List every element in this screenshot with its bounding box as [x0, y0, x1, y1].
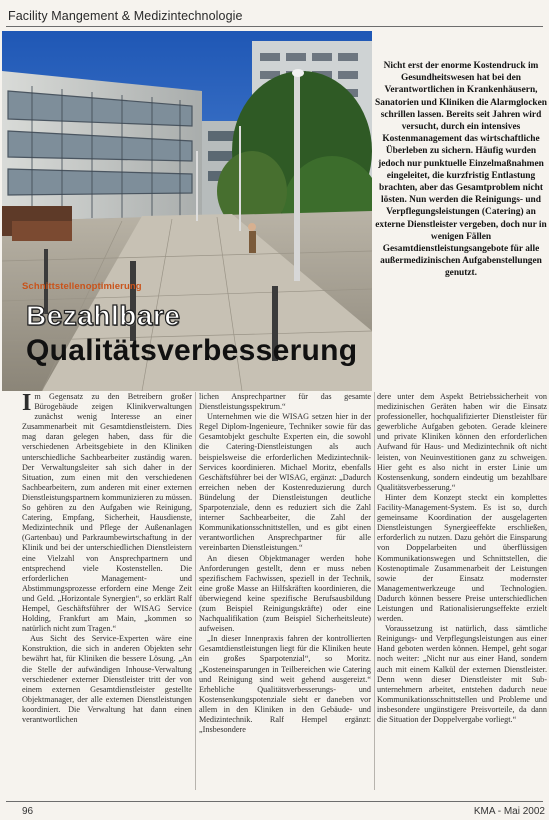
column-1-paragraph-2: Aus Sicht des Service-Experten wäre eine Konstruktion, die sich in anderen Objekten sehr bewährt hat, für Kliniken die bessere Lösung. „An die Stelle der aufwändigen Inhouse-Verwaltung verschiedener externer Dienstleister tritt der von einem externen Gesamtdienstleister gestellte Objektmanager, der alle externen Dienstleistungen koordiniert. Die Verwaltung hat dann einen verantwortlichen	[22, 634, 192, 724]
column-3-paragraph-3: Voraussetzung ist natürlich, dass sämtliche Reinigungs- und Verpflegungsleistungen aus einer Hand geboten werden können. Hempel, geht sogar noch weiter: „Nicht nur aus einer Hand, sondern auch mit einem Kalkül der externen Dienstleister. Denn wenn dieser Dienstleister mit Sub-unternehmern arbeitet, entstehen dadurch neue Kommunikationsschnittstellen und Probleme und insbesondere ungünstigere Preisvorteile, da dann die Situation der Doppelvergabe vorliegt.“	[377, 624, 547, 724]
column-rule	[374, 392, 375, 790]
column-2-paragraph-3: An diesen Objektmanager werden hohe Anforderungen gestellt, denn er muss neben spezifischem Fachwissen, speziell in der Technik, eine große Masse an Hilfskräften koordinieren, die überwiegend keine spezifische Berufsausbildung (zum Beispiel Reinigungskräfte) oder eine Nachqualifikation (zum Beispiel Sicherheitsleute) aufweisen.	[199, 553, 371, 634]
column-2-paragraph-4: „In dieser Innenpraxis fahren der kontrollierten Gesamtdienstleistungen liegt für die Kliniken heute ein großes Sparpotenzial“, so Moritz. „Kosteneinsparungen in Teilbereichen wie Catering und Reinigung sind weit gehend ausgereizt.“ Erhebliche Qualitätsverbesserungs- und Kostensenkungspotenziale sieht er daneben vor allem in den Kliniken in den Gebäude- und Medizintechnik. Ralf Hempel ergänzt: „Insbesondere	[199, 634, 371, 735]
issue-label: KMA - Mai 2002	[473, 806, 545, 817]
intro-teaser-text: Nicht erst der enorme Kostendruck im Gesundheitswesen hat bei den Verantwortlichen in Krankenhäusern, Sanatorien und Kliniken die Alarmglocken schrillen lassen. Bereits seit Jahren wird versucht, durch ein intensives Kostenmanagement das wirtschaftliche Überleben zu sichern. Häufig wurden jedoch nur punktuelle Einzelmaßnahmen eingeleitet, die kurzfristig Entlastung brachten, aber das Gesamtproblem nicht lösten. Nun werden die Reinigungs- und Verpflegungsleistungen (Catering) an externe Dienstleister vergeben, doch nur in wenigen Fällen Gesamtdienstleistungsangebote für alle außermedizinischen Aufgabenstellungen genutzt.	[375, 61, 547, 279]
article-column-1	[22, 392, 192, 790]
page-number: 96	[22, 806, 34, 817]
article-kicker: Schnittstellenoptimierung	[22, 281, 142, 292]
column-3-paragraph-1: dere unter dem Aspekt Betriebssicherheit von medizinischen Geräten haben wir die Einsatz professioneller, hochqualifizierter Dienstleister für gewerbliche Aufgaben geboten. Gerade kleinere und private Kliniken können den erforderlichen Aufwand für Haus- und Medizintechnik oft nicht leisten, von Neuinvestitionen ganz zu schweigen. Hier geht es also nicht in erster Linie um Kostensenkung, sondern eindeutig um bezahlbare Qualitätsverbesserung.“	[377, 392, 547, 492]
column-3-paragraph-2: Hinter dem Konzept steckt ein komplettes Facility-Management-System. Es ist so, durch gemeinsame Koordination der ausgelagerten Dienstleistungen Synergieeffekte erschließen, erforderlich zu nutzen. Dazu gehört die Einsparung von Doppelarbeiten und überflüssigen Kommunikationswegen und Schnittstellen, die Kostenoptimale Zusammenarbeit der Leistungen sowie der Einsatz modernster Managementwerkzeuge und Technologien. Dadurch können bessere Preise unterschiedlichen Leistungen und Rationalisierungseffekte erzielt werden.	[377, 492, 547, 624]
headline-line-2: Qualitätsverbesserung	[26, 334, 358, 367]
column-1-paragraph-1-text: m Gegensatz zu den Betreibern großer Bürogebäude zeigen Klinikverwaltungen zunächst wenig Interesse an einer Zusammenarbeit mit Gesamtdienstleistern. Dies mag daran gelegen haben, dass für die verschiedenen Arbeitsgebiete in den Kliniken unterschiedliche Sachbearbeiter zuständig waren. Der Verwaltungsleiter sah sich daher in der Situation, zum einen mit den verschiedenen Sachbearbeitern, zum anderen mit einer externen Dienstleistungspartnern kommunizieren zu müssen. So gehören zu den Aufgaben wie Reinigung, Catering, Empfang, Sicherheit, Hausdienste, Medizintechnik und Pflege der Außenanlagen (Gartenbau) und Parkraumbewirtschaftung in der Klinik und bei der unterschiedlichen Dienstleistern eine Vielzahl von Ansprechpartnern und entsprechend viele Kostenstellen. Die erforderlichen Management- und Abstimmungsprozesse erfordern eine Menge Zeit und Geld. „Horizontale Synergien“, so erklärt Ralf Hempel, Geschäftsführer der WISAG Service Holding, Frankfurt am Main, „kommen so natürlich nicht zum Tragen.“	[22, 392, 192, 634]
column-2-paragraph-1: lichen Ansprechpartner für das gesamte Dienstleistungsspektrum.“	[199, 392, 371, 412]
drop-cap: I	[22, 392, 32, 416]
running-header	[0, 0, 549, 30]
headline-line-1: Bezahlbare	[26, 300, 181, 331]
article-column-3	[377, 392, 547, 790]
column-2-paragraph-2: Unternehmen wie die WISAG setzen hier in der Regel Diplom-Ingenieure, Techniker sowie für das Gesamtobjekt geschulte Experten ein, die sowohl die Catering-Dienstleistungen als auch beispielsweise die erforderlichen Medizintechnik-Services koordinieren. Michael Moritz, ebenfalls Geschäftsführer bei der WISAG, ergänzt: „Dadurch erreichen neben der Kostenreduzierung durch Bündelung der Dienstleistungen deutliche Sparpotenziale, denn es reduziert sich die Zahl interner Sachbearbeiter, die Zahl der Kommunikationsschnittstellen, und es gibt einen verantwortlichen Ansprechpartner für alle vereinbarten Dienstleistungen.“	[199, 412, 371, 553]
header-rule	[6, 26, 543, 27]
article-column-2	[199, 392, 371, 790]
column-rule	[195, 392, 196, 790]
footer-rule	[6, 801, 543, 802]
column-1-paragraph-1	[22, 392, 192, 634]
section-title: Facility Mangement & Medizintechnologie	[8, 9, 243, 23]
intro-teaser	[375, 60, 547, 382]
